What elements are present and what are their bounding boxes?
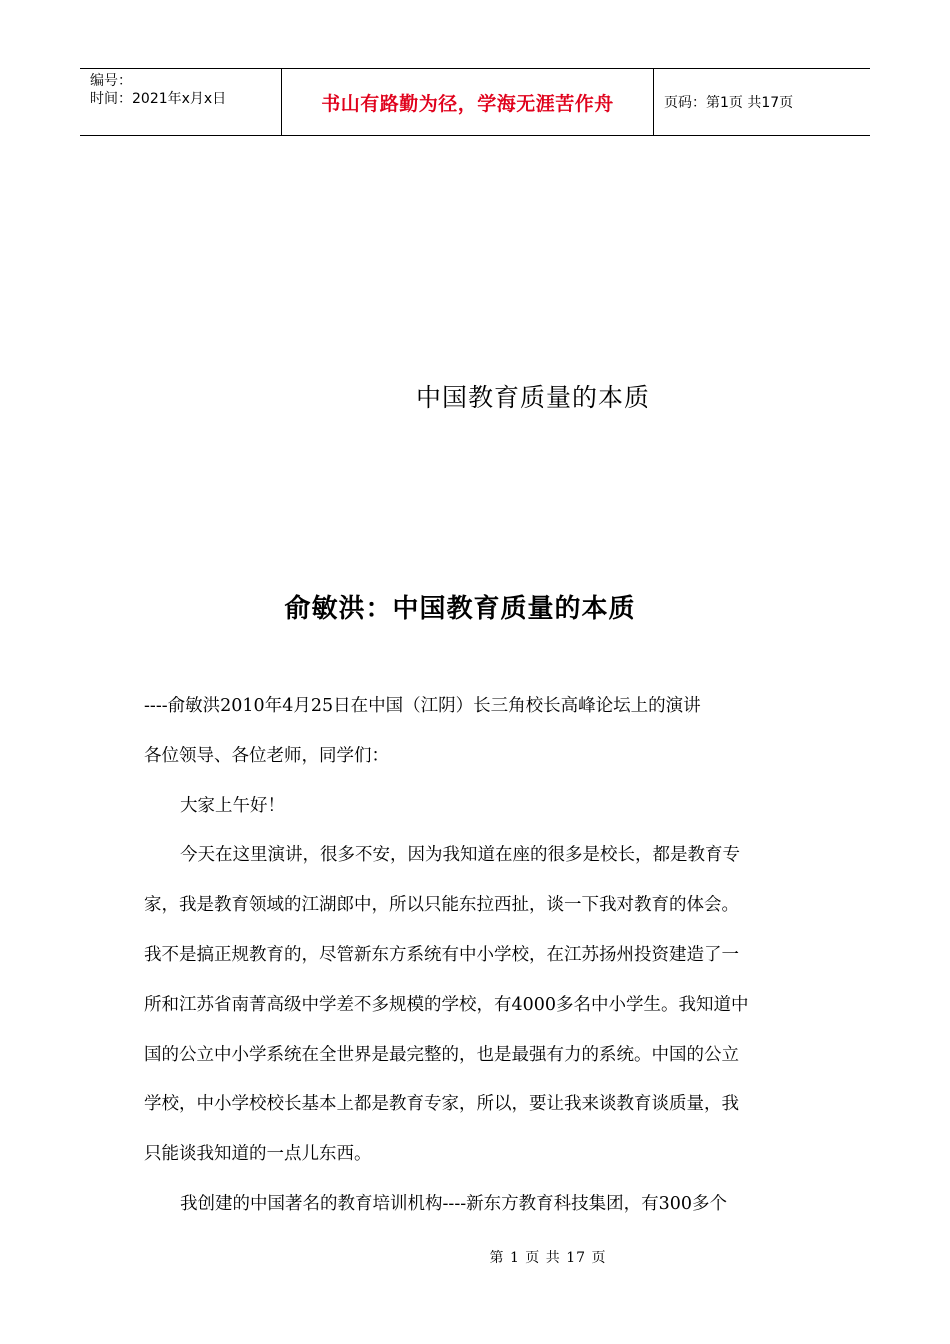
paragraph-line: 学校，中小学校校长基本上都是教育专家，所以，要让我来谈教育谈质量，我 [144, 1094, 739, 1115]
page-footer: 第 1 页 共 17 页 [489, 1250, 607, 1266]
header-table [80, 68, 870, 136]
paragraph-line: 家，我是教育领域的江湖郎中，所以只能东拉西扯，谈一下我对教育的体会。 [144, 895, 739, 916]
header-motto-cell [282, 69, 654, 135]
article-body [144, 682, 804, 1230]
paragraph-1 [144, 831, 804, 1180]
time-label: 时间：2021年x月x日 [90, 91, 227, 107]
header-meta-cell [80, 69, 282, 135]
paragraph-line: 今天在这里演讲，很多不安，因为我知道在座的很多是校长，都是教育专 [180, 845, 740, 866]
article-title: 俞敏洪：中国教育质量的本质 [284, 594, 636, 624]
paragraph-line: 国的公立中小学系统在全世界是最完整的，也是最强有力的系统。中国的公立 [144, 1044, 739, 1065]
salutation: 各位领导、各位老师，同学们： [144, 745, 389, 766]
page-info: 页码：第1页 共17页 [664, 95, 794, 111]
paragraph-2: 我创建的中国著名的教育培训机构----新东方教育科技集团，有300多个 [180, 1193, 728, 1214]
greeting: 大家上午好！ [180, 795, 285, 816]
paragraph-line: 所和江苏省南菁高级中学差不多规模的学校，有4000多名中小学生。我知道中 [144, 994, 749, 1015]
number-label: 编号： [90, 73, 132, 89]
document-title: 中国教育质量的本质 [415, 383, 650, 412]
paragraph-line: 只能谈我知道的一点儿东西。 [144, 1144, 372, 1165]
header-page-cell [654, 69, 870, 135]
paragraph-line: 我不是搞正规教育的，尽管新东方系统有中小学校，在江苏扬州投资建造了一 [144, 944, 739, 965]
speech-subtitle: ----俞敏洪2010年4月25日在中国（江阴）长三角校长高峰论坛上的演讲 [144, 696, 701, 716]
motto-text: 书山有路勤为径，学海无涯苦作舟 [321, 92, 614, 115]
